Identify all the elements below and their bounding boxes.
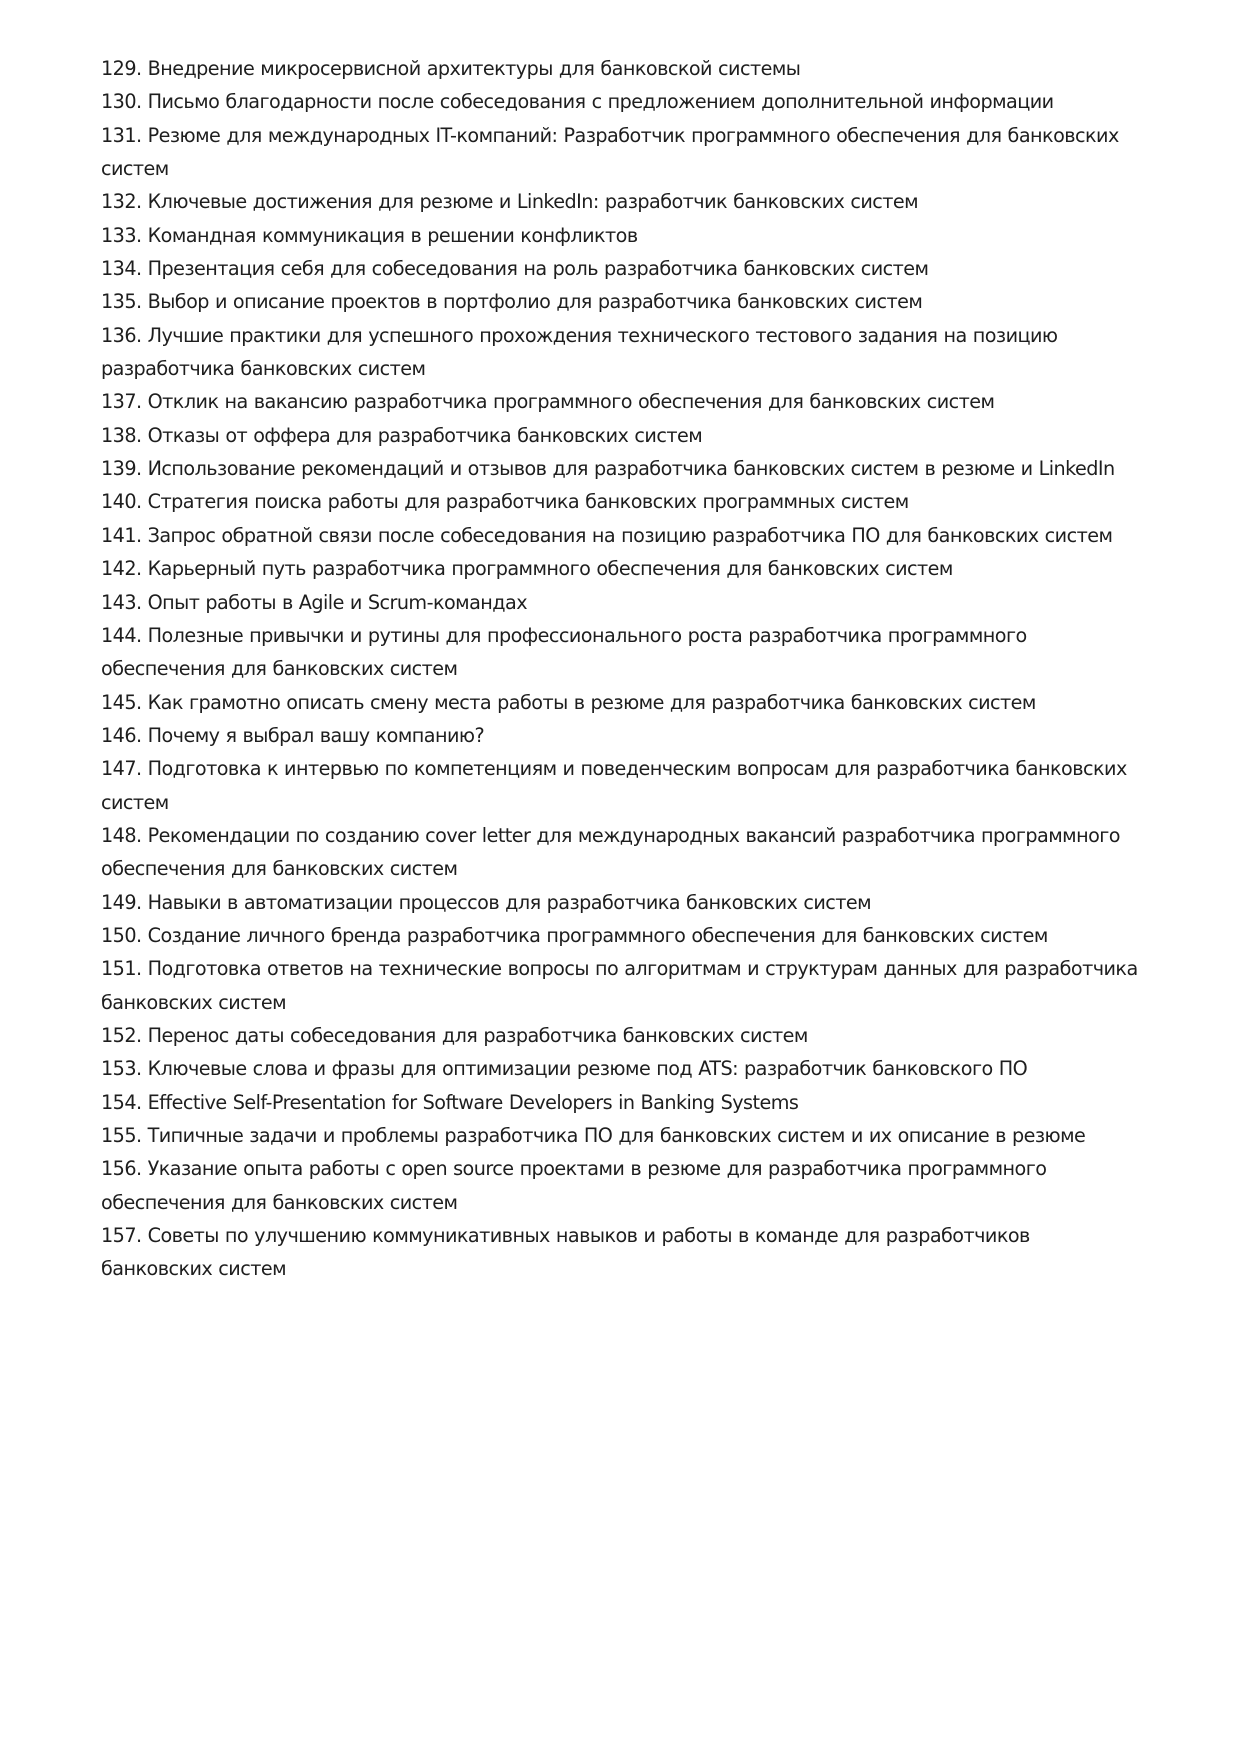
list-item bbox=[101, 719, 1141, 752]
list-item bbox=[101, 385, 1141, 418]
list-item bbox=[101, 886, 1141, 919]
item-number: 140. bbox=[101, 490, 142, 514]
item-text: Стратегия поиска работы для разработчика банковских программных систем bbox=[147, 490, 909, 514]
list-item bbox=[101, 1119, 1141, 1152]
item-text: Ключевые слова и фразы для оптимизации резюме под ATS: разработчик банковского ПО bbox=[147, 1057, 1028, 1081]
list-item bbox=[101, 1052, 1141, 1085]
item-text: Резюме для международных IT-компаний: Разработчик программного обеспечения для банковских систем bbox=[101, 123, 1119, 181]
list-item bbox=[101, 1219, 1141, 1286]
item-number: 151. bbox=[101, 957, 142, 981]
item-number: 150. bbox=[101, 923, 142, 947]
item-text: Запрос обратной связи после собеседования на позицию разработчика ПО для банковских систем bbox=[147, 523, 1113, 547]
list-item bbox=[101, 319, 1141, 386]
item-text: Типичные задачи и проблемы разработчика ПО для банковских систем и их описание в резюме bbox=[147, 1124, 1086, 1147]
list-item bbox=[101, 819, 1141, 886]
item-text: Полезные привычки и рутины для профессионального роста разработчика программного обеспечения для банковских систем bbox=[101, 623, 1027, 681]
item-number: 156. bbox=[101, 1157, 142, 1181]
item-text: Указание опыта работы с open source проектами в резюме для разработчика программного обеспечения для банковских систем bbox=[101, 1157, 1047, 1214]
item-text: Отклик на вакансию разработчика программного обеспечения для банковских систем bbox=[147, 390, 995, 414]
item-text: Ключевые достижения для резюме и LinkedIn: разработчик банковских систем bbox=[147, 190, 919, 214]
item-text: Командная коммуникация в решении конфликтов bbox=[147, 223, 638, 247]
item-number: 149. bbox=[101, 890, 142, 914]
item-text: Отказы от оффера для разработчика банковских систем bbox=[147, 423, 703, 447]
item-text: Письмо благодарности после собеседования с предложением дополнительной информации bbox=[147, 90, 1054, 114]
list-item bbox=[101, 252, 1141, 285]
item-text: Презентация себя для собеседования на роль разработчика банковских систем bbox=[147, 257, 929, 281]
list-item bbox=[101, 752, 1141, 819]
item-number: 144. bbox=[101, 623, 142, 647]
list-item bbox=[101, 52, 1141, 85]
item-number: 142. bbox=[101, 557, 142, 581]
item-text: Использование рекомендаций и отзывов для разработчика банковских систем в резюме и LinkedIn bbox=[147, 457, 1115, 481]
item-number: 139. bbox=[101, 457, 142, 481]
list-item bbox=[101, 519, 1141, 552]
item-text: Подготовка к интервью по компетенциям и поведенческим вопросам для разработчика банковских систем bbox=[101, 757, 1127, 814]
list-item bbox=[101, 586, 1141, 619]
list-item bbox=[101, 419, 1141, 452]
item-number: 141. bbox=[101, 523, 142, 547]
item-text: Опыт работы в Agile и Scrum-командах bbox=[147, 590, 528, 614]
item-text: Effective Self-Presentation for Software Developers in Banking Systems bbox=[147, 1090, 799, 1114]
item-text: Как грамотно описать смену места работы в резюме для разработчика банковских систем bbox=[147, 690, 1036, 714]
list-item bbox=[101, 452, 1141, 485]
item-text: Перенос даты собеседования для разработчика банковских систем bbox=[147, 1023, 808, 1047]
list-item bbox=[101, 485, 1141, 518]
list-item bbox=[101, 552, 1141, 585]
list-item bbox=[101, 952, 1141, 1019]
item-number: 148. bbox=[101, 823, 142, 847]
item-text: Подготовка ответов на технические вопросы по алгоритмам и структурам данных для разработчика банковских систем bbox=[101, 957, 1138, 1014]
list-item bbox=[101, 686, 1141, 719]
item-number: 130. bbox=[101, 90, 142, 114]
item-number: 129. bbox=[101, 57, 142, 80]
list-item bbox=[101, 1019, 1141, 1052]
item-number: 137. bbox=[101, 390, 142, 414]
item-number: 146. bbox=[101, 723, 142, 747]
list-item bbox=[101, 919, 1141, 952]
list-item bbox=[101, 219, 1141, 252]
item-number: 134. bbox=[101, 257, 142, 281]
item-number: 133. bbox=[101, 223, 142, 247]
item-number: 155. bbox=[101, 1124, 142, 1147]
item-number: 152. bbox=[101, 1023, 142, 1047]
item-text: Создание личного бренда разработчика программного обеспечения для банковских систем bbox=[147, 923, 1048, 947]
list-item bbox=[101, 285, 1141, 318]
item-number: 154. bbox=[101, 1090, 142, 1114]
item-number: 153. bbox=[101, 1057, 142, 1081]
list-item bbox=[101, 1086, 1141, 1119]
item-number: 132. bbox=[101, 190, 142, 214]
item-number: 147. bbox=[101, 757, 142, 781]
list-item bbox=[101, 185, 1141, 218]
list-item bbox=[101, 119, 1141, 186]
item-number: 136. bbox=[101, 323, 142, 347]
list-item bbox=[101, 85, 1141, 118]
item-number: 145. bbox=[101, 690, 142, 714]
list-item bbox=[101, 619, 1141, 686]
item-text: Почему я выбрал вашу компанию? bbox=[147, 723, 485, 747]
item-text: Лучшие практики для успешного прохождения технического тестового задания на позицию разработчика банковских систем bbox=[101, 323, 1058, 381]
item-number: 143. bbox=[101, 590, 142, 614]
document-page bbox=[101, 52, 1141, 1286]
item-text: Рекомендации по созданию cover letter для международных вакансий разработчика программного обеспечения для банковских систем bbox=[101, 823, 1120, 881]
item-text: Карьерный путь разработчика программного обеспечения для банковских систем bbox=[147, 557, 953, 581]
item-text: Выбор и описание проектов в портфолио для разработчика банковских систем bbox=[147, 290, 923, 314]
item-text: Внедрение микросервисной архитектуры для банковской системы bbox=[147, 57, 801, 80]
item-text: Навыки в автоматизации процессов для разработчика банковских систем bbox=[147, 890, 872, 914]
item-number: 135. bbox=[101, 290, 142, 314]
list-item bbox=[101, 1152, 1141, 1219]
item-text: Советы по улучшению коммуникативных навыков и работы в команде для разработчиков банковских систем bbox=[101, 1224, 1030, 1281]
item-number: 131. bbox=[101, 123, 142, 147]
item-number: 138. bbox=[101, 423, 142, 447]
item-number: 157. bbox=[101, 1224, 142, 1248]
